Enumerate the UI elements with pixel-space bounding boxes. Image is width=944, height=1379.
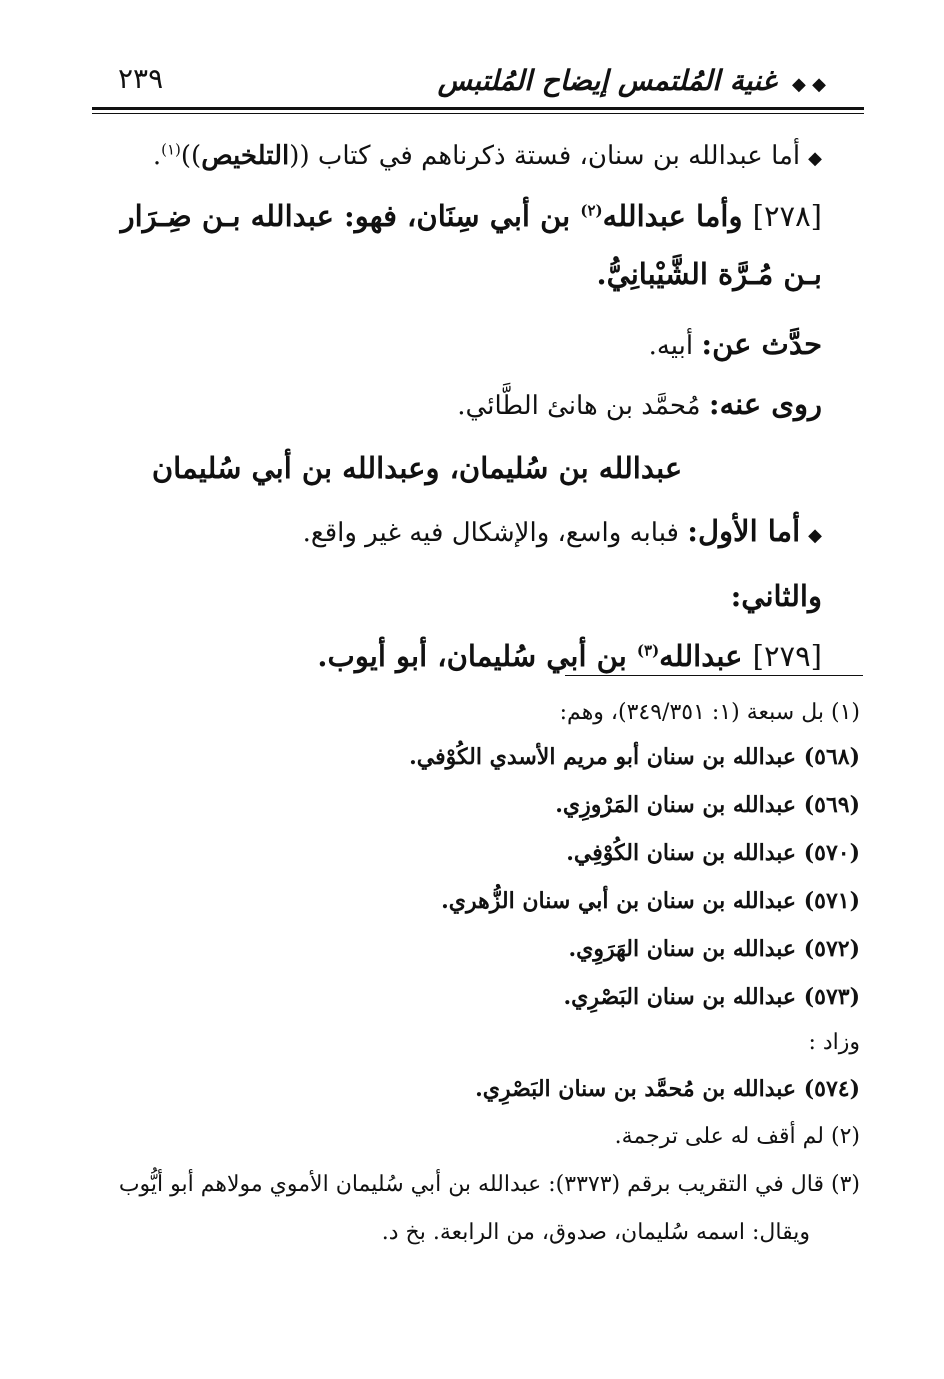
paragraph-ibn-sinan: ◆أما عبدالله بن سنان، فستة ذكرناهم في كتاب ((التلخيص))$^{(١)}$. [152,140,822,171]
footnote-3-line2: ويقال: اسمه سُليمان، صدوق، من الرابعة. بخ د. [381,1220,810,1245]
awwal-label: أما الأول: [687,514,801,548]
footnote-1-item: (٥٧١) عبدالله بن سنان بن أبي سنان الزُّهري. [441,888,860,914]
entry-278: [٢٧٨] وأما عبدالله$^{(٢)}$ بن أبي سِنَان، فهو: عبدالله بـن ضِـرَار بـن مُـرَّة الشَّيْبانِيُّ. [120,199,822,291]
footnote-ref-3: (٣) [636,641,660,660]
main-text [82,136,822,686]
awwal-value: فبابه واسع، والإشكال فيه غير واقع. [302,518,679,548]
footnote-1: (١) بل سبعة (١: ٣٤٩/٣٥١)، وهم: [559,700,860,725]
footnote-separator [565,675,863,676]
awwal-line [82,501,822,566]
bullet-diamond: ◆ [808,525,822,546]
footnote-1-item: (٥٧٣) عبدالله بن سنان البَصْرِي. [563,984,860,1010]
haddath-value: أبيه. [648,331,694,361]
footnote-ref-2: (٢) [580,201,603,220]
haddath-line [82,315,822,375]
rawa-value: مُحمَّد بن هانئ الطَّائي. [457,391,701,421]
page-number: ٢٣٩ [118,62,164,95]
entry-number-278: [٢٧٨] [752,199,822,233]
header-rule-thin [92,113,864,114]
footnote-1-wazad: وزاد : [808,1030,860,1055]
footnote-1-item: (٥٧٠) عبدالله بن سنان الكُوْفِي. [566,840,860,866]
running-header [438,64,826,97]
footnotes [82,693,860,1257]
footnote-1-item: (٥٦٩) عبدالله بن سنان المَرْوزِي. [555,792,860,818]
rawa-line [82,375,822,435]
footnote-1-item: (٥٧٢) عبدالله بن سنان الهَرَوِي. [568,936,860,962]
haddath-label: حدَّث عن: [701,327,822,361]
book-title-talkhis: التلخيص [201,141,290,171]
thani-label: والثاني: [730,579,822,613]
header-rule-thick [92,107,864,110]
section-heading: عبدالله بن سُليمان، وعبدالله بن أبي سُليمان [151,451,683,485]
header-diamond-ornament: ◆ ◆ [792,74,826,95]
bullet-diamond: ◆ [808,148,822,169]
entry-279: [٢٧٩] عبدالله$^{(٣)}$ بن أبي سُليمان، أبو أيوب. [317,639,822,673]
rawa-label: روى عنه: [708,387,822,421]
footnote-2: (٢) لم أقف له على ترجمة. [614,1124,860,1149]
book-title: غنية المُلتمس إيضاح المُلتبس [437,64,777,97]
footnote-ref-1: (١) [161,140,181,159]
footnote-1-item: (٥٦٨) عبدالله بن سنان أبو مريم الأسدي الكُوْفي. [409,744,860,770]
footnote-1-extra-item: (٥٧٤) عبدالله بن مُحمَّد بن سنان البَصْرِي. [475,1076,860,1102]
entry-number-279: [٢٧٩] [752,639,822,673]
footnote-3-line1: (٣) قال في التقريب برقم (٣٣٧٣): عبدالله بن أبي سُليمان الأموي مولاهم أبو أيُّوب [118,1172,860,1197]
